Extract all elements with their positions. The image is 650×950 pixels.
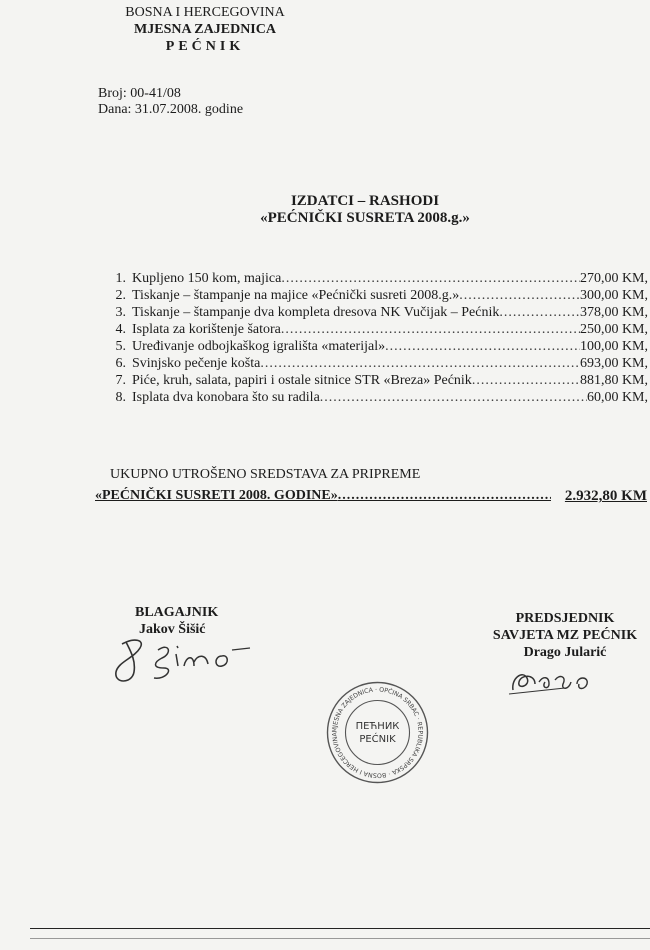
item-number: 4. <box>115 322 126 337</box>
country-line: BOSNA I HERCEGOVINA <box>125 5 285 20</box>
item-number: 8. <box>115 390 126 405</box>
total-event-name: «PEĆNIČKI SUSRETI 2008. GODINE» <box>95 488 338 503</box>
item-amount: 270,00 KM, <box>579 271 648 286</box>
item-amount: 693,00 KM, <box>579 356 648 371</box>
treasurer-name: Jakov Šišić <box>139 622 206 637</box>
locality-line: PEĆNIK <box>165 39 245 54</box>
leader-dots <box>281 321 580 338</box>
list-item <box>108 355 648 372</box>
list-item <box>108 338 648 355</box>
item-description: Piće, kruh, salata, papiri i ostale sitnice STR «Breza» Pećnik <box>132 373 472 388</box>
item-description: Svinjsko pečenje košta <box>132 356 261 371</box>
item-number: 7. <box>115 373 126 388</box>
item-number: 5. <box>115 339 126 354</box>
list-item <box>108 304 648 321</box>
treasurer-title: BLAGAJNIK <box>135 605 219 620</box>
title-line-2: «PEĆNIČKI SUSRETA 2008.g.» <box>260 210 470 226</box>
president-block <box>485 610 645 661</box>
item-description: Isplata dva konobara što su radila <box>132 390 320 405</box>
item-description: Tiskanje – štampanje na majice «Pećnički susreti 2008.g.» <box>132 288 460 303</box>
stamp-center-cyrillic: ПЕЋНИК <box>355 721 400 732</box>
stamp-center-latin: PEĆNIK <box>359 734 396 745</box>
leader-dots <box>472 372 580 389</box>
list-item <box>108 287 648 304</box>
item-number: 2. <box>115 288 126 303</box>
leader-dots <box>459 287 580 304</box>
leader-dots <box>499 304 580 321</box>
total-row <box>95 488 647 505</box>
item-description: Isplata za korištenje šatora <box>132 322 281 337</box>
treasurer-signature <box>110 632 260 692</box>
leader-dots <box>385 338 580 355</box>
item-amount: 100,00 KM, <box>579 339 648 354</box>
document-number: Broj: 00-41/08 <box>98 86 181 101</box>
item-number: 1. <box>115 271 126 286</box>
item-number: 6. <box>115 356 126 371</box>
document-date: Dana: 31.07.2008. godine <box>98 102 244 117</box>
item-amount: 300,00 KM, <box>579 288 648 303</box>
item-amount: 250,00 KM, <box>579 322 648 337</box>
official-stamp <box>325 680 430 785</box>
list-item <box>108 321 648 338</box>
item-amount: 60,00 KM, <box>586 390 648 405</box>
president-name: Drago Jularić <box>523 645 607 660</box>
council-title: SAVJETA MZ PEĆNIK <box>492 628 638 643</box>
president-title: PREDSJEDNIK <box>515 611 615 626</box>
item-amount: 378,00 KM, <box>579 305 648 320</box>
list-item <box>108 372 648 389</box>
bottom-divider <box>30 938 650 939</box>
leader-dots <box>260 355 580 372</box>
list-item <box>108 389 648 406</box>
document-meta <box>98 86 243 118</box>
leader-dots <box>338 488 551 505</box>
item-number: 3. <box>115 305 126 320</box>
bottom-divider <box>30 928 650 929</box>
leader-dots <box>320 389 587 406</box>
item-description: Uređivanje odbojkaškog igrališta «materijal» <box>132 339 386 354</box>
total-label: UKUPNO UTROŠENO SREDSTAVA ZA PRIPREME <box>110 467 421 482</box>
title-line-1: IZDATCI – RASHODI <box>290 193 440 209</box>
document-title <box>200 193 530 227</box>
item-description: Kupljeno 150 kom, majica <box>132 271 282 286</box>
expense-list <box>108 270 648 406</box>
stamp-ring-text: MJESNA ZAJEDNICA · OPĆINA SRBAC · REPUBLIKA SRPSKA · BOSNA I HERCEGOVINA <box>331 686 424 779</box>
list-item <box>108 270 648 287</box>
item-description: Tiskanje – štampanje dva kompleta dresova NK Vučijak – Pećnik <box>132 305 500 320</box>
item-amount: 881,80 KM, <box>579 373 648 388</box>
president-signature <box>505 660 605 700</box>
total-amount: 2.932,80 KM <box>564 488 647 504</box>
letterhead <box>95 4 315 55</box>
organization-line: MJESNA ZAJEDNICA <box>134 22 276 37</box>
leader-dots <box>281 270 580 287</box>
